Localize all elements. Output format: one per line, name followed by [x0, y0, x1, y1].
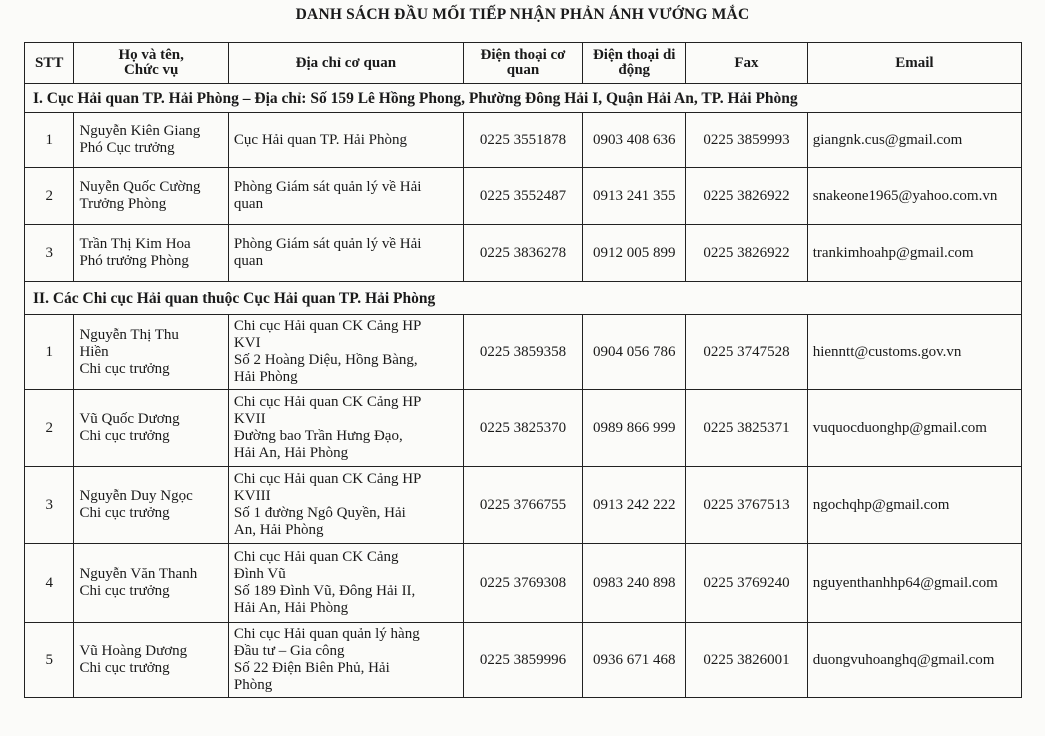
row-stt: 2 — [25, 168, 74, 225]
fax-number: 0225 3747528 — [686, 315, 808, 390]
mobile-phone: 0983 240 898 — [583, 544, 686, 623]
header-office-line1: Điện thoại cơ — [480, 47, 566, 63]
address-line: Phòng Giám sát quản lý về Hải — [233, 236, 422, 252]
header-fax: Fax — [686, 43, 808, 84]
fax-number: 0225 3826001 — [686, 623, 808, 698]
header-office-line2: quan — [506, 62, 540, 78]
contacts-table — [24, 42, 1022, 698]
fax-number: 0225 3826922 — [686, 225, 808, 282]
address-line: Phòng Giám sát quản lý về Hải — [233, 179, 422, 195]
row-person — [74, 315, 228, 390]
mobile-phone: 0904 056 786 — [583, 315, 686, 390]
row-stt: 4 — [25, 544, 74, 623]
mobile-phone: 0913 242 222 — [583, 467, 686, 544]
header-office-phone — [463, 43, 582, 84]
person-name: Vũ Hoàng Dương — [79, 643, 188, 659]
person-name-cont: Hiền — [79, 343, 109, 360]
address-line: Hải An, Hải Phòng — [233, 600, 349, 616]
row-stt: 5 — [25, 623, 74, 698]
table-row — [25, 623, 1022, 698]
row-address — [228, 623, 463, 698]
fax-number: 0225 3859993 — [686, 113, 808, 168]
address-line: KVI — [233, 335, 261, 351]
header-address: Địa chỉ cơ quan — [228, 43, 463, 84]
address-line: Đường bao Trần Hưng Đạo, — [233, 428, 403, 444]
person-name: Nguyễn Văn Thanh — [79, 566, 198, 582]
mobile-phone: 0913 241 355 — [583, 168, 686, 225]
address-line: Đình Vũ — [233, 566, 286, 582]
table-row — [25, 467, 1022, 544]
row-address — [228, 113, 463, 168]
person-name: Nuyễn Quốc Cường — [79, 179, 201, 195]
row-address — [228, 225, 463, 282]
address-line: Đầu tư – Gia công — [233, 643, 345, 659]
office-phone: 0225 3859996 — [463, 623, 582, 698]
row-person — [74, 390, 228, 467]
header-row — [25, 43, 1022, 84]
row-stt: 3 — [25, 467, 74, 544]
person-name: Trần Thị Kim Hoa — [79, 236, 191, 252]
person-title: Chi cục trưởng — [79, 583, 170, 599]
mobile-phone: 0936 671 468 — [583, 623, 686, 698]
email-address: nguyenthanhhp64@gmail.com — [807, 544, 1021, 623]
mobile-phone: 0903 408 636 — [583, 113, 686, 168]
row-address — [228, 390, 463, 467]
address-line: KVII — [233, 411, 266, 427]
section-1-label: I. Cục Hải quan TP. Hải Phòng – Địa chỉ: Số 159 Lê Hồng Phong, Phường Đông Hải I, Quận Hải An, TP. Hải Phòng — [25, 84, 1022, 113]
address-line: An, Hải Phòng — [233, 522, 324, 538]
table-row — [25, 113, 1022, 168]
address-line: Số 22 Điện Biên Phủ, Hải — [233, 660, 390, 676]
table-row — [25, 544, 1022, 623]
header-mobile-line2: động — [618, 62, 651, 78]
row-stt: 3 — [25, 225, 74, 282]
address-line: KVIII — [233, 488, 271, 504]
address-line: Chi cục Hải quan CK Cảng — [233, 549, 399, 565]
person-title: Chi cục trưởng — [79, 660, 170, 676]
address-line: Số 189 Đình Vũ, Đông Hải II, — [233, 583, 416, 599]
section-2-label: II. Các Chi cục Hải quan thuộc Cục Hải quan TP. Hải Phòng — [25, 282, 1022, 315]
person-title: Phó Cục trưởng — [79, 140, 175, 156]
person-name: Nguyễn Thị Thu — [79, 326, 179, 343]
row-address — [228, 168, 463, 225]
person-title: Chi cục trưởng — [79, 428, 170, 444]
section-heading-2 — [25, 282, 1022, 315]
fax-number: 0225 3826922 — [686, 168, 808, 225]
office-phone: 0225 3836278 — [463, 225, 582, 282]
address-line: Hải Phòng — [233, 369, 298, 385]
document-title: DANH SÁCH ĐẦU MỐI TIẾP NHẬN PHẢN ÁNH VƯỚNG MẮC — [295, 6, 750, 23]
address-line: Chi cục Hải quan CK Cảng HP — [233, 394, 422, 410]
office-phone: 0225 3551878 — [463, 113, 582, 168]
header-mobile-phone — [583, 43, 686, 84]
row-person — [74, 467, 228, 544]
person-title: Chi cục trưởng — [79, 360, 170, 377]
section-heading-1 — [25, 84, 1022, 113]
address-line: Hải An, Hải Phòng — [233, 445, 349, 461]
header-mobile-line1: Điện thoại di — [592, 47, 676, 63]
office-phone: 0225 3825370 — [463, 390, 582, 467]
row-address — [228, 467, 463, 544]
table-row — [25, 390, 1022, 467]
row-stt: 2 — [25, 390, 74, 467]
row-address — [228, 544, 463, 623]
row-stt: 1 — [25, 113, 74, 168]
address-line: quan — [233, 196, 264, 212]
person-title: Phó trưởng Phòng — [79, 253, 189, 269]
table-row — [25, 315, 1022, 390]
office-phone: 0225 3769308 — [463, 544, 582, 623]
address-line: Số 1 đường Ngô Quyền, Hải — [233, 505, 406, 521]
person-name: Nguyễn Duy Ngọc — [79, 488, 193, 504]
address-line: Chi cục Hải quan CK Cảng HP — [233, 318, 422, 334]
mobile-phone: 0912 005 899 — [583, 225, 686, 282]
fax-number: 0225 3769240 — [686, 544, 808, 623]
header-stt: STT — [25, 43, 74, 84]
email-address: duongvuhoanghq@gmail.com — [807, 623, 1021, 698]
person-title: Trưởng Phòng — [79, 196, 167, 212]
table-row — [25, 168, 1022, 225]
person-name: Nguyễn Kiên Giang — [79, 123, 201, 139]
row-person — [74, 168, 228, 225]
address-line: Cục Hải quan TP. Hải Phòng — [233, 131, 407, 148]
row-person — [74, 623, 228, 698]
table-row — [25, 225, 1022, 282]
office-phone: 0225 3552487 — [463, 168, 582, 225]
row-address — [228, 315, 463, 390]
email-address: giangnk.cus@gmail.com — [807, 113, 1021, 168]
email-address: hienntt@customs.gov.vn — [807, 315, 1021, 390]
email-address: snakeone1965@yahoo.com.vn — [807, 168, 1021, 225]
header-name-line2: Chức vụ — [123, 62, 179, 78]
person-title: Chi cục trưởng — [79, 505, 170, 521]
header-name — [74, 43, 228, 84]
row-stt: 1 — [25, 315, 74, 390]
person-name: Vũ Quốc Dương — [79, 411, 180, 427]
address-line: Số 2 Hoàng Diệu, Hồng Bàng, — [233, 352, 418, 368]
email-address: trankimhoahp@gmail.com — [807, 225, 1021, 282]
fax-number: 0225 3825371 — [686, 390, 808, 467]
email-address: vuquocduonghp@gmail.com — [807, 390, 1021, 467]
office-phone: 0225 3766755 — [463, 467, 582, 544]
row-person — [74, 544, 228, 623]
header-email: Email — [807, 43, 1021, 84]
email-address: ngochqhp@gmail.com — [807, 467, 1021, 544]
address-line: Chi cục Hải quan quản lý hàng — [233, 626, 420, 642]
header-name-line1: Họ và tên, — [118, 47, 184, 63]
row-person — [74, 225, 228, 282]
fax-number: 0225 3767513 — [686, 467, 808, 544]
row-person — [74, 113, 228, 168]
address-line: Chi cục Hải quan CK Cảng HP — [233, 471, 422, 487]
office-phone: 0225 3859358 — [463, 315, 582, 390]
mobile-phone: 0989 866 999 — [583, 390, 686, 467]
address-line: quan — [233, 253, 264, 269]
address-line: Phòng — [233, 677, 273, 693]
